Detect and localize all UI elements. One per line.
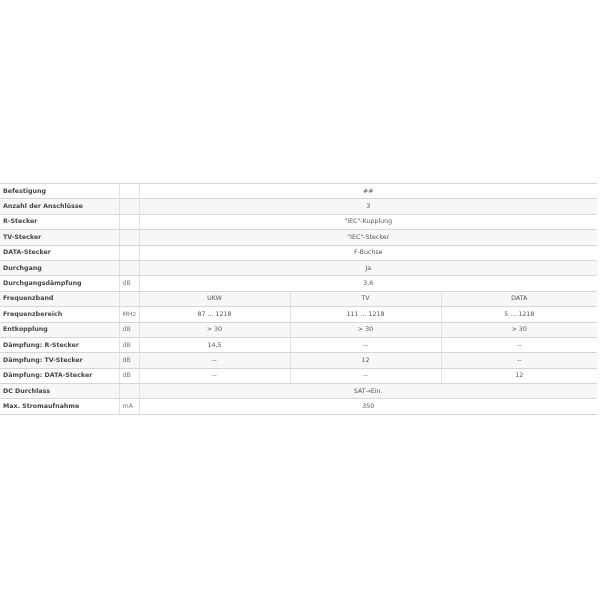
row-value: 350 [139,399,597,414]
table-row [0,245,597,260]
row-label: DC Durchlass [0,384,119,399]
row-label: Dämpfung: R-Stecker [0,337,119,352]
row-unit [119,230,139,245]
row-unit: dB [119,353,139,368]
row-value: > 30 [290,322,441,337]
row-unit [119,260,139,275]
table-row [0,276,597,291]
row-value: ## [139,184,597,199]
row-unit [119,245,139,260]
table-row [0,368,597,383]
row-value: -- [290,368,441,383]
row-unit: dB [119,337,139,352]
row-value: -- [441,337,597,352]
row-unit: dB [119,276,139,291]
row-value: "IEC"-Kupplung [139,214,597,229]
row-value: DATA [441,291,597,306]
row-value: 5 ... 1218 [441,307,597,322]
specification-table-body [0,184,597,415]
row-value: F-Buchse [139,245,597,260]
table-row [0,291,597,306]
row-label: R-Stecker [0,214,119,229]
table-row [0,199,597,214]
table-row [0,307,597,322]
row-unit [119,184,139,199]
row-value: "IEC"-Stecker [139,230,597,245]
row-value: TV [290,291,441,306]
row-value: 12 [290,353,441,368]
row-value: 12 [441,368,597,383]
row-label: Frequenzband [0,291,119,306]
table-row [0,399,597,414]
table-row [0,230,597,245]
row-label: Befestigung [0,184,119,199]
row-unit: mA [119,399,139,414]
row-value: 111 ... 1218 [290,307,441,322]
row-label: Durchgang [0,260,119,275]
row-unit: dB [119,322,139,337]
row-unit [119,199,139,214]
table-row [0,184,597,199]
row-unit [119,291,139,306]
table-row [0,337,597,352]
row-label: Dämpfung: TV-Stecker [0,353,119,368]
row-label: Durchgangsdämpfung [0,276,119,291]
table-row [0,260,597,275]
row-value: SAT→Ein. [139,384,597,399]
row-label: DATA-Stecker [0,245,119,260]
specification-table [0,183,597,415]
row-unit [119,384,139,399]
row-value: 87 ... 1218 [139,307,290,322]
row-label: Frequenzbereich [0,307,119,322]
row-label: Max. Stromaufnahme [0,399,119,414]
row-value: UKW [139,291,290,306]
row-value: 3,6 [139,276,597,291]
row-unit: MHz [119,307,139,322]
row-unit: dB [119,368,139,383]
table-row [0,214,597,229]
row-label: Anzahl der Anschlüsse [0,199,119,214]
row-value: -- [441,353,597,368]
table-row [0,353,597,368]
row-label: TV-Stecker [0,230,119,245]
table-row [0,384,597,399]
row-value: -- [290,337,441,352]
row-value: -- [139,353,290,368]
row-unit [119,214,139,229]
row-value: Ja [139,260,597,275]
table-row [0,322,597,337]
row-label: Entkopplung [0,322,119,337]
row-value: 14,5 [139,337,290,352]
row-value: > 30 [441,322,597,337]
row-value: > 30 [139,322,290,337]
row-value: -- [139,368,290,383]
row-value: 3 [139,199,597,214]
row-label: Dämpfung: DATA-Stecker [0,368,119,383]
